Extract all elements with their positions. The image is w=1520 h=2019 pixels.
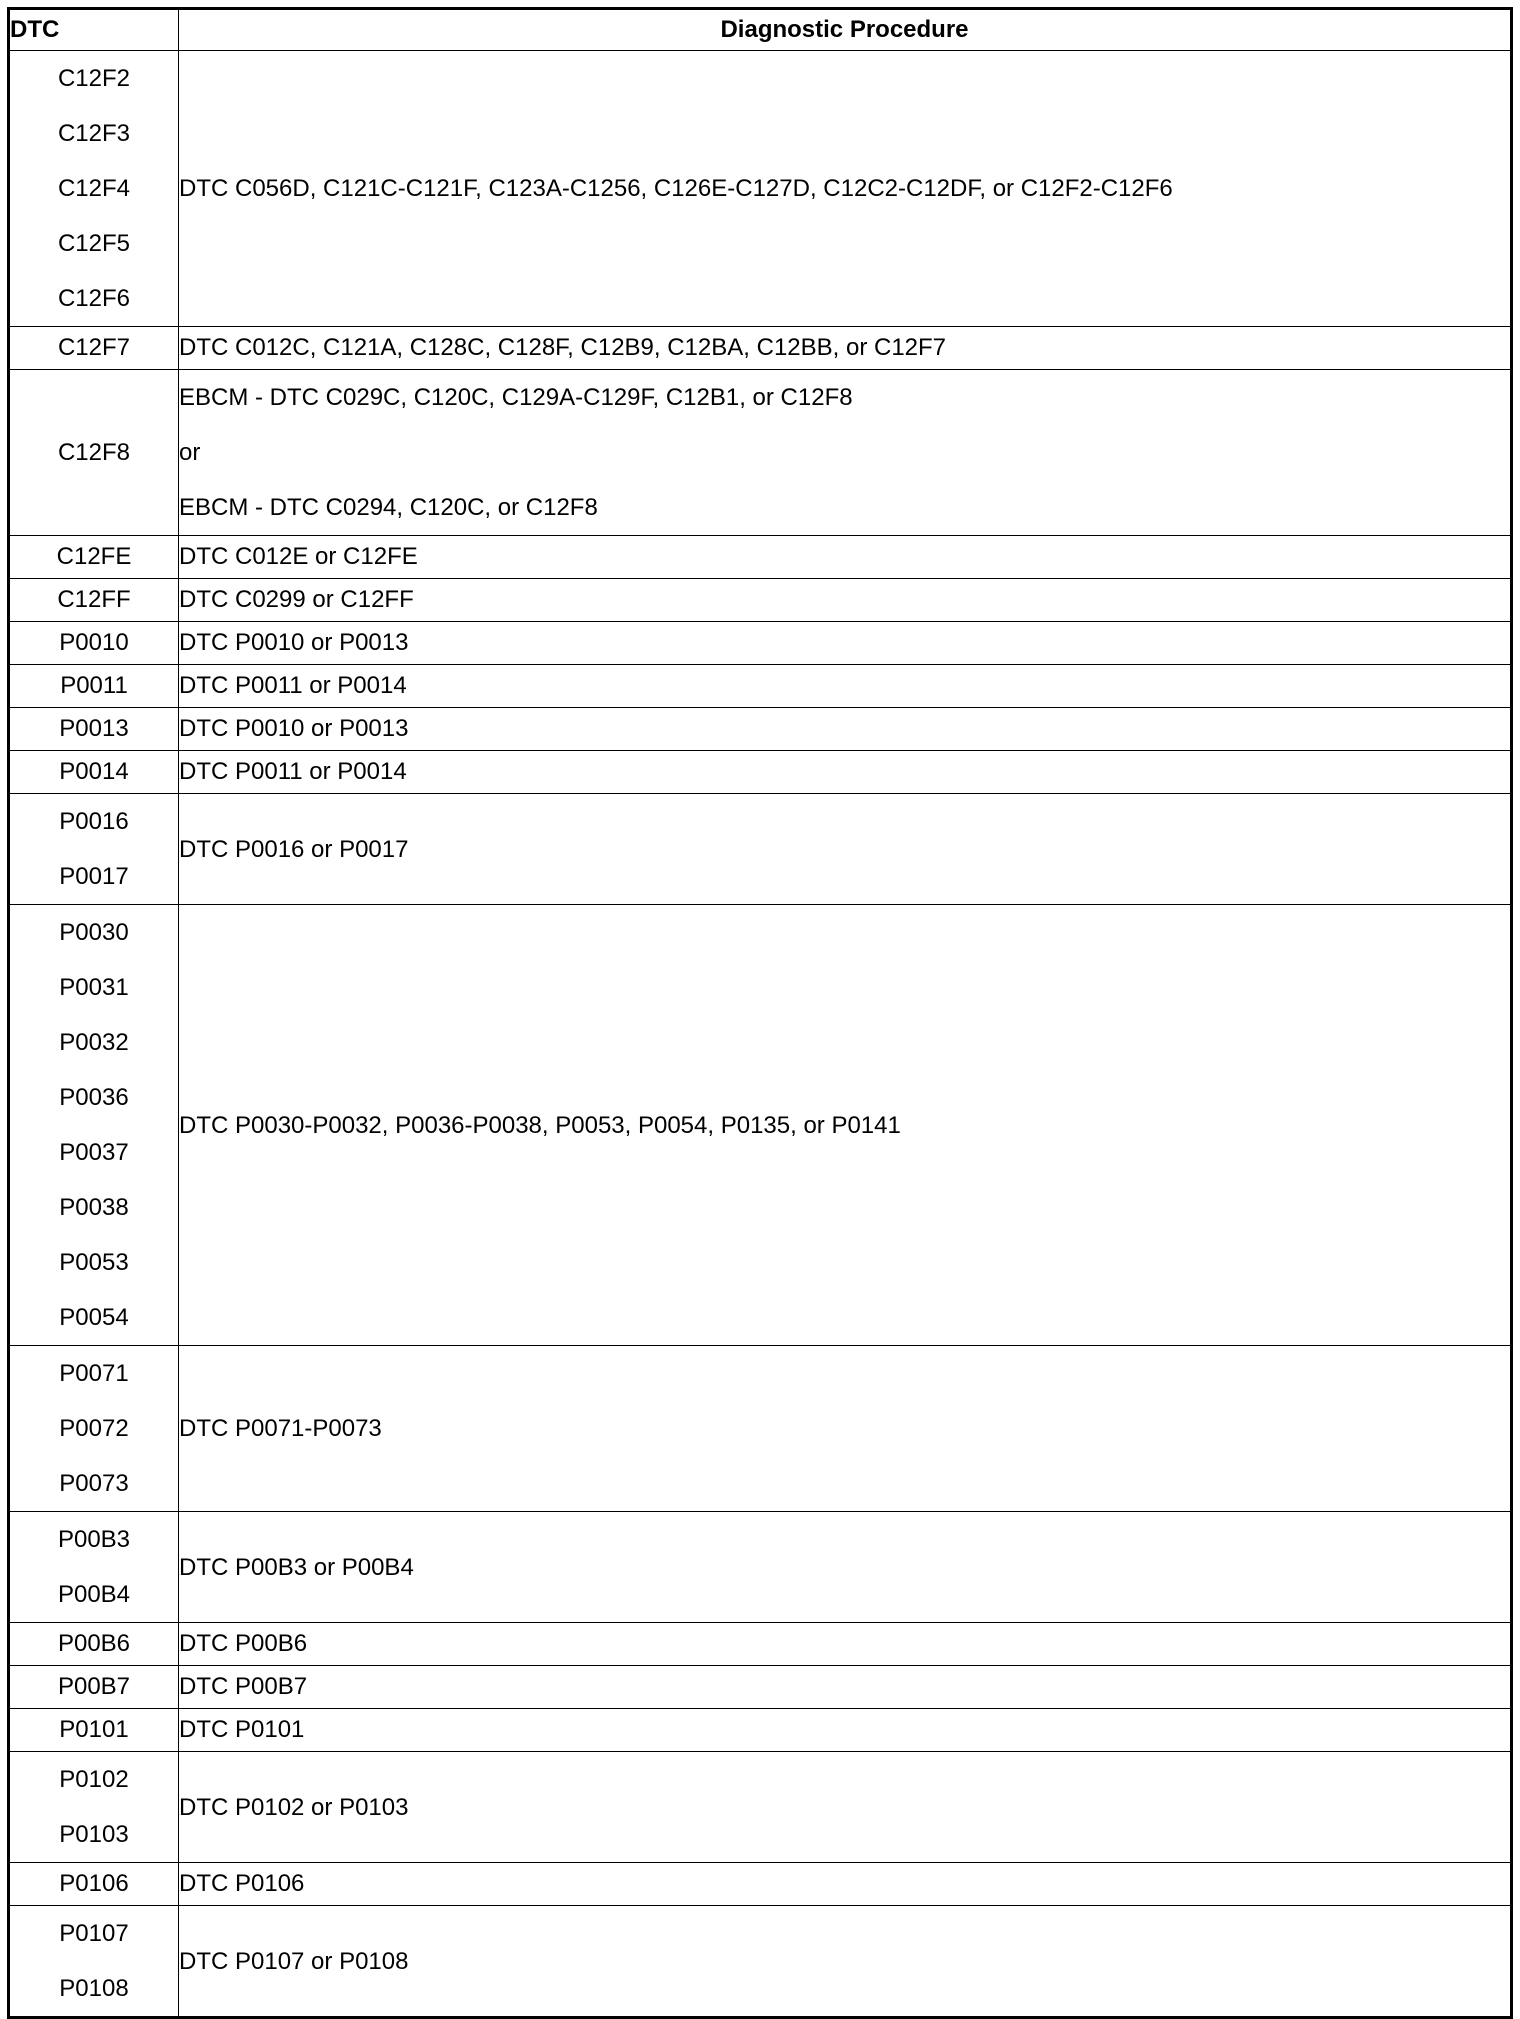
diagnostic-procedure-cell [179,708,1512,751]
diagnostic-procedure-cell [179,579,1512,622]
diagnostic-procedure-cell [179,370,1512,536]
table-row [9,905,1512,1346]
dtc-cell [9,579,179,622]
dtc-code: P00B4 [57,1581,131,1608]
dtc-code: P0073 [59,1470,129,1497]
diagnostic-procedure-cell [179,51,1512,327]
table-row [9,536,1512,579]
dtc-code: C12FF [57,586,131,613]
diagnostic-procedure-cell [179,1752,1512,1863]
diagnostic-procedure-cell [179,327,1512,370]
diagnostic-procedure-text: EBCM - DTC C0294, C120C, or C12F8 [179,494,598,521]
diagnostic-procedure-cell [179,1623,1512,1666]
dtc-cell [9,1906,179,2018]
table-row [9,1906,1512,2018]
dtc-code: C12F5 [57,230,131,257]
dtc-cell [9,536,179,579]
table-row [9,51,1512,327]
header-row [9,9,1512,51]
diagnostic-procedure-cell [179,1512,1512,1623]
column-header-dtc: DTC [9,9,179,51]
diagnostic-procedure-cell [179,794,1512,905]
dtc-cell [9,1512,179,1623]
dtc-cell [9,794,179,905]
diagnostic-procedure-text: DTC C012C, C121A, C128C, C128F, C12B9, C12BA, C12BB, or C12F7 [179,334,947,361]
dtc-code: P0011 [60,672,128,699]
diagnostic-procedure-text: DTC P0101 [179,1716,305,1743]
dtc-code: C12FE [56,543,132,570]
table-row [9,1623,1512,1666]
dtc-cell [9,708,179,751]
diagnostic-procedure-cell [179,622,1512,665]
dtc-cell [9,327,179,370]
diagnostic-procedure-text: DTC P0011 or P0014 [179,672,407,699]
diagnostic-procedure-text: DTC P0071-P0073 [179,1415,382,1442]
table-row [9,370,1512,536]
dtc-code: P0102 [59,1766,129,1793]
diagnostic-procedure-cell [179,665,1512,708]
dtc-code: P0053 [59,1249,129,1276]
diagnostic-procedure-text: DTC P00B3 or P00B4 [179,1553,414,1581]
dtc-code: C12F6 [57,285,131,312]
dtc-code: P00B7 [57,1673,131,1700]
column-header-diagnostic-procedure: Diagnostic Procedure [179,9,1512,51]
diagnostic-procedure-cell [179,536,1512,579]
diagnostic-procedure-text: DTC P0030-P0032, P0036-P0038, P0053, P0054, P0135, or P0141 [179,1111,901,1139]
dtc-code: C12F7 [57,334,131,361]
diagnostic-procedure-text: DTC P0016 or P0017 [179,835,409,863]
table-row [9,1346,1512,1512]
table-row [9,665,1512,708]
dtc-code: C12F2 [57,65,131,92]
table-row [9,1709,1512,1752]
dtc-code: P0031 [59,974,129,1001]
dtc-code: P0103 [59,1821,129,1848]
dtc-code: P0101 [59,1716,129,1743]
dtc-code: P0107 [59,1920,129,1947]
table-row [9,751,1512,794]
diagnostic-procedure-text: DTC C012E or C12FE [179,543,418,570]
dtc-cell [9,1666,179,1709]
dtc-code: P0014 [59,758,129,785]
dtc-cell [9,51,179,327]
table-row [9,1512,1512,1623]
dtc-cell [9,1863,179,1906]
dtc-code: P0036 [59,1084,129,1111]
dtc-code: P0013 [59,715,129,742]
dtc-code: C12F8 [57,439,131,466]
dtc-code: P00B3 [57,1526,131,1553]
dtc-code: C12F4 [57,175,131,202]
diagnostic-procedure-text: DTC P00B6 [179,1630,308,1657]
dtc-table [7,7,1513,2019]
diagnostic-procedure-text: DTC P0106 [179,1870,305,1897]
dtc-cell [9,1752,179,1863]
diagnostic-procedure-text: or [179,439,201,466]
dtc-code: P0054 [59,1304,129,1331]
diagnostic-procedure-cell [179,1863,1512,1906]
dtc-code: P0037 [59,1139,129,1166]
diagnostic-procedure-text: DTC P0010 or P0013 [179,629,409,656]
table-row [9,1752,1512,1863]
dtc-code: P0038 [59,1194,129,1221]
dtc-cell [9,905,179,1346]
table-row [9,622,1512,665]
diagnostic-procedure-text: DTC P0107 or P0108 [179,1947,409,1975]
dtc-cell [9,1623,179,1666]
dtc-code: P0016 [59,808,129,835]
table-row [9,794,1512,905]
diagnostic-procedure-text: EBCM - DTC C029C, C120C, C129A-C129F, C12B1, or C12F8 [179,384,853,411]
diagnostic-procedure-cell [179,1709,1512,1752]
dtc-code: P00B6 [57,1630,131,1657]
table-header [9,9,1512,51]
dtc-cell [9,1709,179,1752]
dtc-cell [9,1346,179,1512]
diagnostic-procedure-text: DTC P0102 or P0103 [179,1793,409,1821]
diagnostic-procedure-cell [179,751,1512,794]
dtc-cell [9,370,179,536]
diagnostic-procedure-cell [179,1666,1512,1709]
dtc-code: P0032 [59,1029,129,1056]
dtc-code: P0017 [59,863,129,890]
dtc-cell [9,622,179,665]
dtc-code: P0030 [59,919,129,946]
dtc-code: P0010 [59,629,129,656]
diagnostic-procedure-cell [179,1906,1512,2018]
table-row [9,579,1512,622]
table-body [9,51,1512,2018]
dtc-code: P0072 [59,1415,129,1442]
diagnostic-procedure-text: DTC P0010 or P0013 [179,715,409,742]
dtc-code: P0071 [59,1360,129,1387]
diagnostic-procedure-text: DTC P00B7 [179,1673,308,1700]
dtc-code: P0106 [59,1870,129,1897]
dtc-cell [9,751,179,794]
diagnostic-procedure-text: DTC C056D, C121C-C121F, C123A-C1256, C126E-C127D, C12C2-C12DF, or C12F2-C12F6 [179,175,1173,202]
diagnostic-procedure-text: DTC C0299 or C12FF [179,586,414,613]
table-row [9,1666,1512,1709]
table-row [9,708,1512,751]
dtc-code: P0108 [59,1975,129,2002]
diagnostic-procedure-cell [179,1346,1512,1512]
diagnostic-procedure-text: DTC P0011 or P0014 [179,758,407,785]
dtc-cell [9,665,179,708]
diagnostic-procedure-cell [179,905,1512,1346]
dtc-code: C12F3 [57,120,131,147]
table-row [9,327,1512,370]
table-row [9,1863,1512,1906]
